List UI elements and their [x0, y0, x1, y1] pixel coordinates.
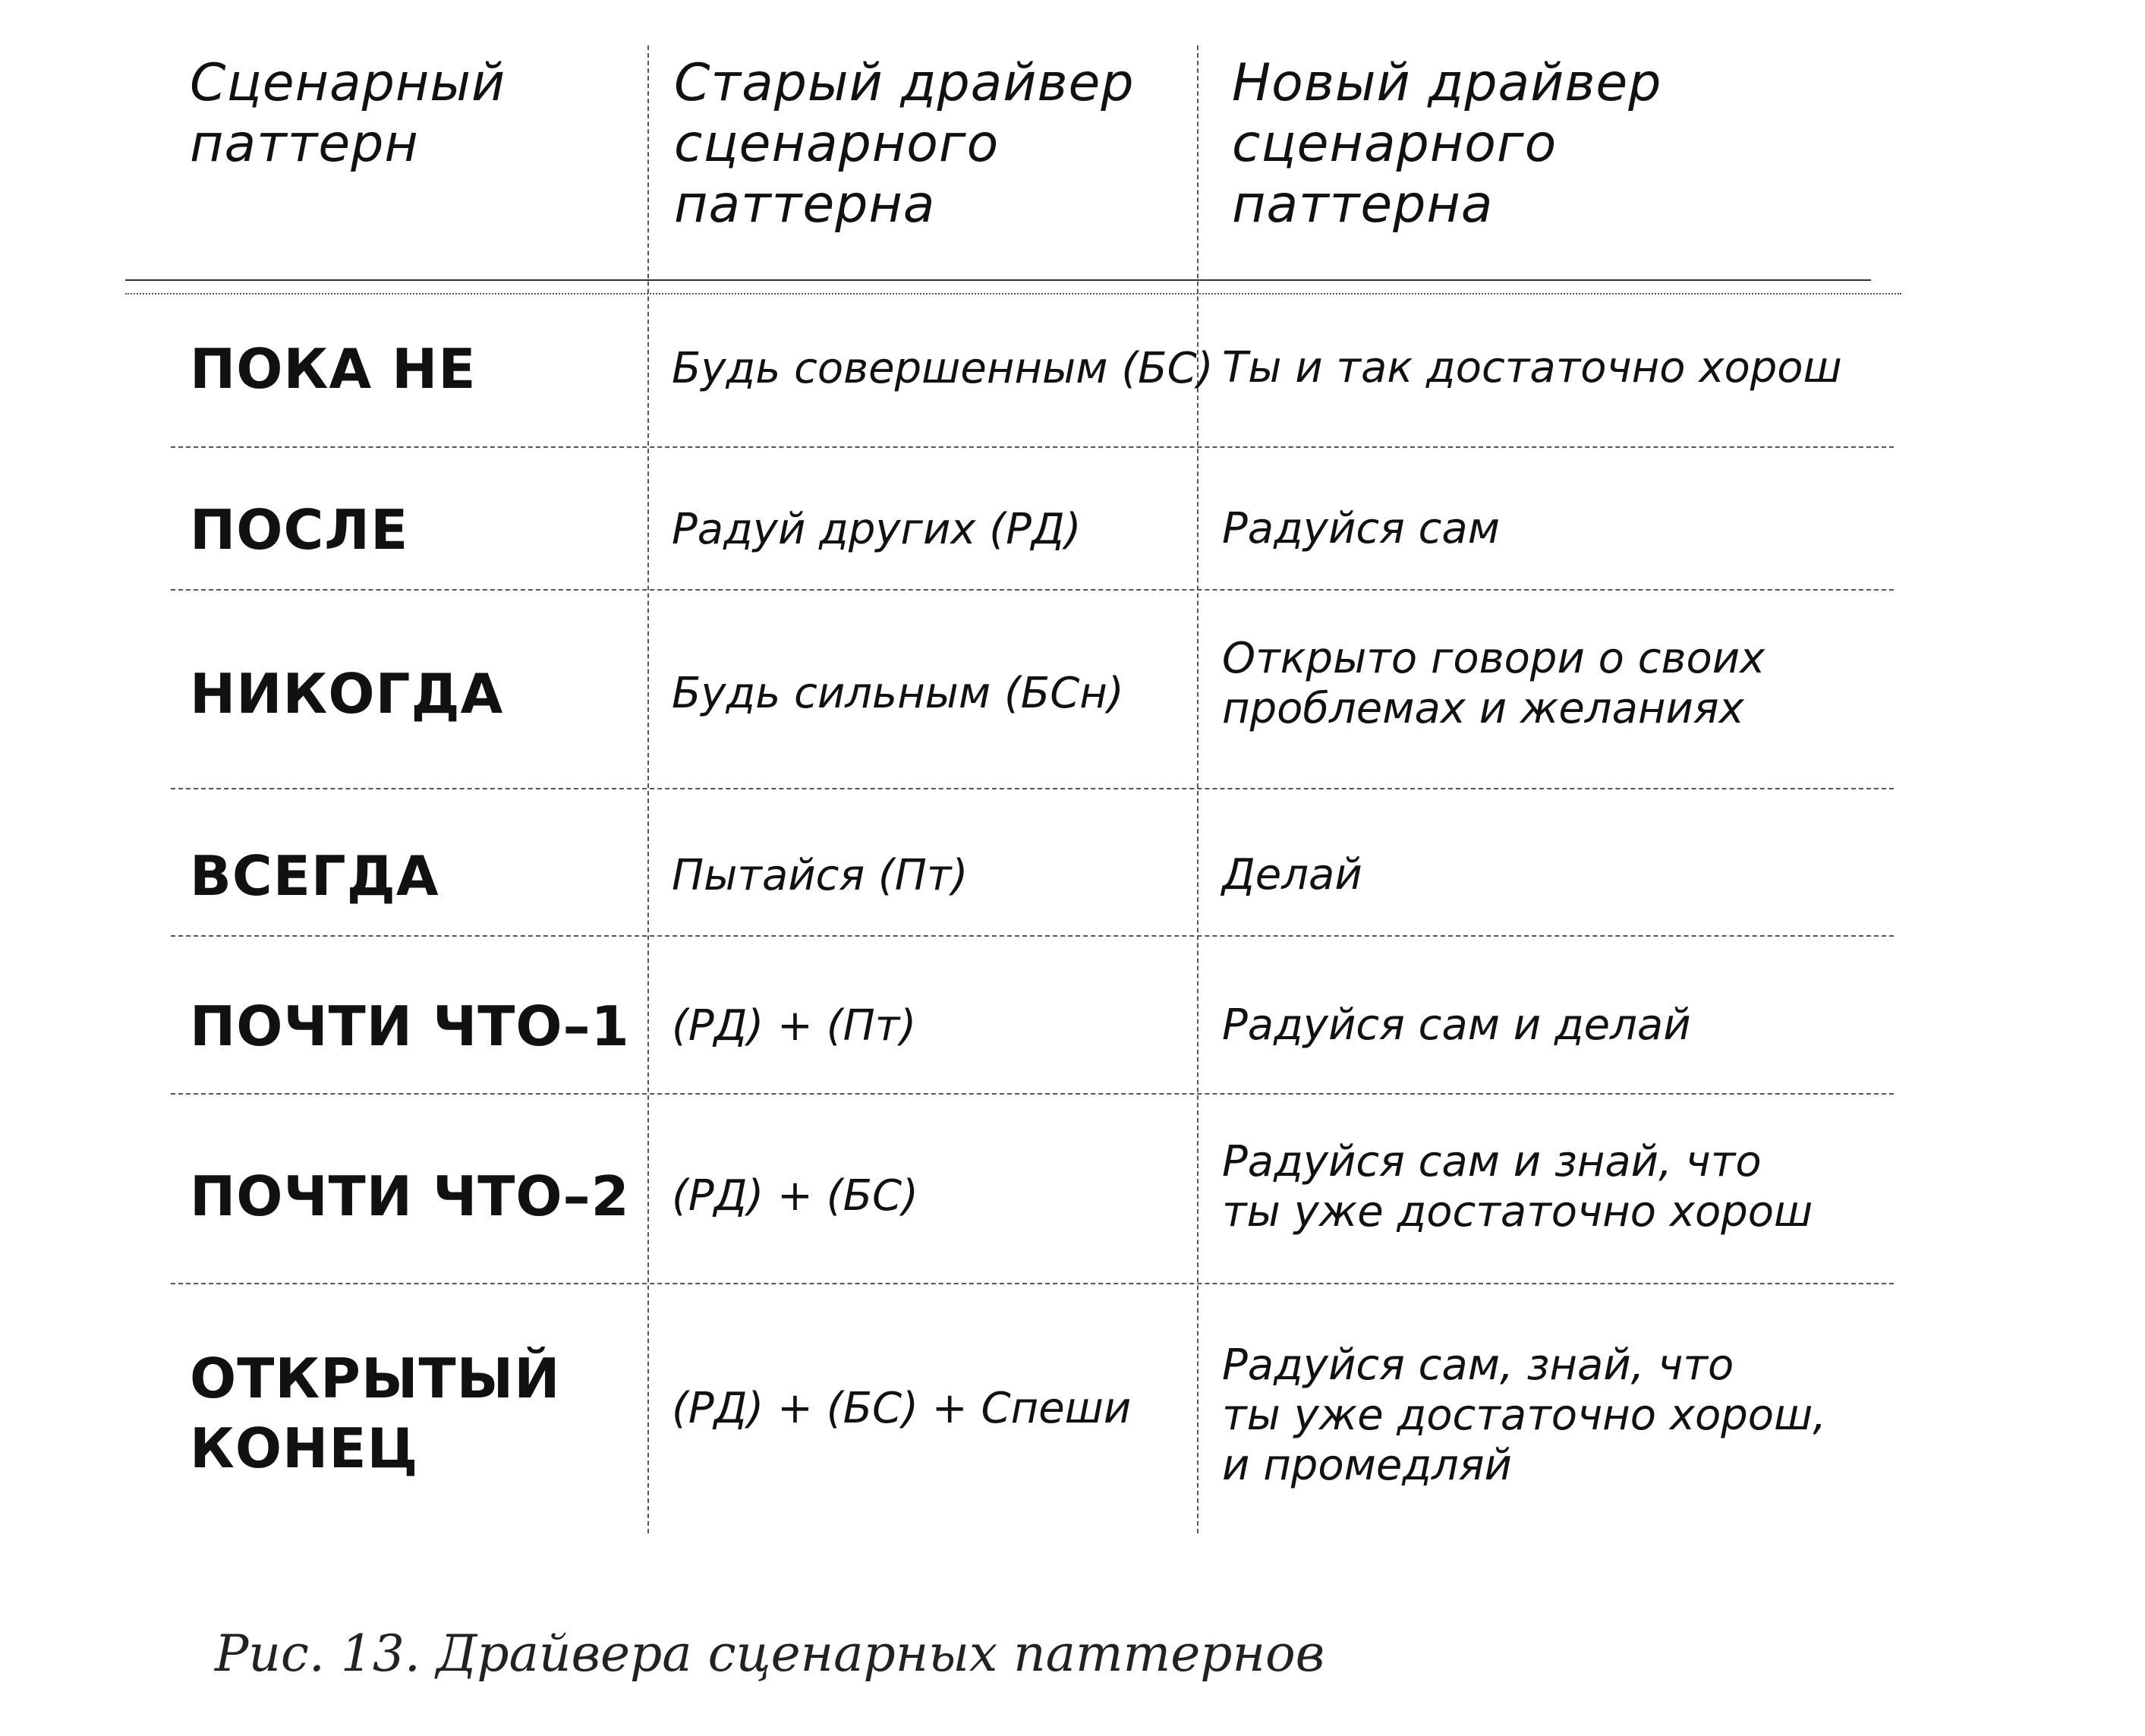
- pattern-cell: ПОЧТИ ЧТО–2: [190, 1164, 630, 1228]
- old-driver-cell: Радуй других (РД): [672, 505, 1082, 554]
- new-driver-cell: Делай: [1222, 850, 1362, 900]
- row-separator: [171, 1283, 1894, 1284]
- pattern-cell: ВСЕГДА: [190, 844, 439, 908]
- column-divider-2: [1197, 46, 1198, 1533]
- row-separator: [171, 788, 1894, 789]
- figure-caption: Рис. 13. Драйвера сценарных паттернов: [215, 1624, 1325, 1683]
- old-driver-cell: (РД) + (БС) + Спеши: [672, 1384, 1132, 1433]
- row-separator: [171, 589, 1894, 591]
- row-separator: [171, 935, 1894, 937]
- header-old-driver: Старый драйвер сценарного паттерна: [674, 53, 1135, 235]
- header-new-driver: Новый драйвер сценарного паттерна: [1232, 53, 1662, 235]
- old-driver-cell: (РД) + (БС): [672, 1171, 918, 1221]
- pattern-cell: ПОКА НЕ: [190, 337, 477, 401]
- new-driver-cell: Радуйся сам, знай, что ты уже достаточно хорош, и промедляй: [1222, 1341, 1827, 1490]
- old-driver-cell: Будь совершенным (БС): [672, 344, 1214, 393]
- pattern-cell: ОТКРЫТЫЙ КОНЕЦ: [190, 1347, 561, 1480]
- header-pattern: Сценарный паттерн: [190, 53, 506, 174]
- row-separator: [171, 1093, 1894, 1095]
- new-driver-cell: Радуйся сам и делай: [1222, 1000, 1691, 1050]
- new-driver-cell: Радуйся сам и знай, что ты уже достаточно хорош: [1222, 1137, 1813, 1237]
- row-separator: [171, 446, 1894, 448]
- header-rule-secondary: [125, 293, 1901, 295]
- new-driver-cell: Ты и так достаточно хорош: [1222, 343, 1842, 392]
- new-driver-cell: Радуйся сам: [1222, 504, 1500, 553]
- old-driver-cell: Пытайся (Пт): [672, 851, 969, 900]
- new-driver-cell: Открыто говори о своих проблемах и желаниях: [1222, 634, 1765, 733]
- pattern-cell: ПОЧТИ ЧТО–1: [190, 994, 630, 1058]
- column-divider-1: [647, 46, 649, 1533]
- header-rule: [125, 279, 1871, 281]
- pattern-cell: ПОСЛЕ: [190, 498, 409, 562]
- pattern-cell: НИКОГДА: [190, 662, 504, 726]
- old-driver-cell: (РД) + (Пт): [672, 1001, 917, 1051]
- old-driver-cell: Будь сильным (БСн): [672, 669, 1124, 718]
